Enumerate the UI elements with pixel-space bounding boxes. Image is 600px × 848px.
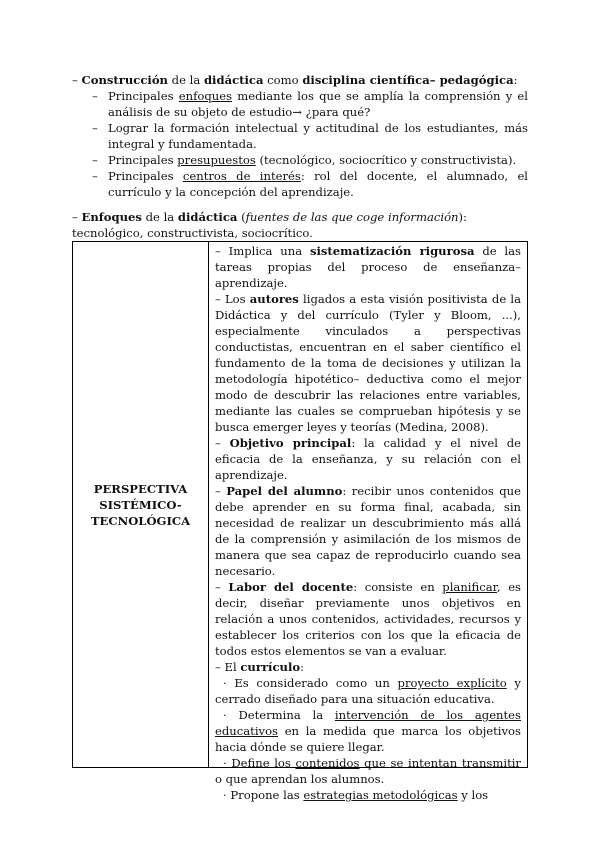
description-paragraph [215, 435, 521, 483]
list-item [72, 120, 528, 152]
list-underlined: centros de interés [182, 169, 301, 183]
description-paragraph [215, 291, 521, 435]
list-text: Principales [108, 153, 178, 167]
perspective-table [72, 241, 528, 802]
list-text: : rol del docente, el alumnado, el currículo y la concepción del aprendizaje. [108, 169, 529, 199]
enfoques-italic: fuentes de las que coge información [245, 210, 459, 224]
list-dash: – [92, 153, 98, 167]
table-row [73, 242, 528, 768]
curriculum-text: · Define los [223, 756, 296, 770]
enfoques-text-3: ): tecnológico, constructivista, sociocrítico. [72, 210, 467, 240]
paragraph-text: – El [215, 660, 241, 674]
list-item [72, 88, 528, 120]
list-item [72, 152, 528, 168]
heading-didactica: didáctica [203, 73, 264, 87]
list-text: mediante los que se amplía la comprensión y el análisis de su objeto de estudio→ ¿para qué? [108, 89, 528, 119]
description-paragraph [215, 483, 521, 579]
paragraph-text: : [300, 660, 304, 674]
perspective-label-line: TECNOLÓGICA [90, 513, 191, 528]
heading-text-3: : [513, 73, 518, 87]
paragraph-text: – Implica una [215, 244, 310, 258]
curriculum-underlined: contenidos [295, 756, 360, 770]
curriculum-text: en la medida que marca los objetivos hacia dónde se quiere llegar. [215, 724, 521, 754]
perspective-label-cell [73, 242, 209, 768]
list-item [72, 168, 528, 200]
curriculum-underlined: estrategias metodológicas [303, 788, 458, 802]
paragraph-bold: Papel del alumno [226, 484, 343, 498]
heading-text-2: como [263, 73, 303, 87]
curriculum-underlined: intervención de los agentes educativos [215, 708, 521, 738]
description-paragraph [215, 579, 521, 659]
perspective-label-line: SISTÉMICO- [99, 497, 182, 512]
paragraph-underlined: planificar [442, 580, 497, 594]
paragraph-bold: autores [249, 292, 299, 306]
enfoques-dash: – [72, 210, 82, 224]
enfoques-didactica: didáctica [177, 210, 238, 224]
paragraph-text: – Los [215, 292, 250, 306]
paragraph-text: – [215, 436, 230, 450]
curriculum-text: · Determina la [223, 708, 335, 722]
curriculum-item [215, 675, 521, 707]
paragraph-text: , es decir, diseñar previamente unos objetivos en relación a unos contenidos, actividades, recursos y establecer los criterios con los que la eficacia de todos estos elementos se van a evaluar. [215, 580, 522, 658]
curriculum-item [215, 787, 521, 803]
intro-section [72, 72, 528, 200]
heading-text-1: de la [167, 73, 204, 87]
curriculum-text: y los [457, 788, 489, 802]
paragraph-bold: currículo [240, 660, 301, 674]
curriculum-text: · Es considerado como un [223, 676, 398, 690]
list-text: Lograr la formación intelectual y actitudinal de los estudiantes, más integral y fundamentada. [108, 121, 528, 151]
intro-list [72, 88, 528, 200]
list-underlined: presupuestos [177, 153, 256, 167]
curriculum-underlined: proyecto explícito [397, 676, 507, 690]
list-text: (tecnológico, sociocrítico y constructivista). [255, 153, 517, 167]
paragraph-bold: Labor del docente [228, 580, 354, 594]
intro-heading [72, 72, 528, 88]
description-content [215, 243, 522, 802]
enfoques-bold: Enfoques [81, 210, 142, 224]
list-underlined: enfoques [178, 89, 233, 103]
enfoques-text-1: de la [141, 210, 178, 224]
list-dash: – [92, 169, 98, 183]
perspective-description-cell [209, 242, 528, 802]
curriculum-item [215, 707, 521, 755]
enfoques-text-2: ( [237, 210, 246, 224]
paragraph-text: : la calidad y el nivel de eficacia de la enseñanza, y su relación con el aprendizaje. [215, 436, 521, 482]
paragraph-text: – [215, 580, 229, 594]
heading-disciplina: disciplina científica– pedagógica [302, 73, 514, 87]
paragraph-text: : consiste en [353, 580, 443, 594]
curriculum-text: que se intentan transmitir o que aprendan los alumnos. [215, 756, 521, 786]
list-text: Principales [108, 169, 183, 183]
list-dash: – [92, 89, 98, 103]
curriculum-text: y cerrado diseñado para una situación educativa. [215, 676, 521, 706]
list-dash: – [92, 121, 98, 135]
curriculum-item [215, 755, 521, 787]
curriculum-text: · Propone las [223, 788, 304, 802]
perspective-label-line: PERSPECTIVA [93, 481, 188, 496]
enfoques-paragraph [72, 209, 528, 241]
paragraph-text: de las tareas propias del proceso de enseñanza–aprendizaje. [215, 244, 521, 290]
paragraph-bold: Objetivo principal [229, 436, 352, 450]
description-paragraph [215, 659, 521, 675]
paragraph-text: : recibir unos contenidos que debe aprender en su forma final, acabada, sin necesidad de realizar un descubrimiento más allá de la comprensión y asimilación de los mismos de manera que sea capaz de reproducirlo cuando sea necesario. [215, 484, 522, 578]
list-text: Principales [108, 89, 179, 103]
paragraph-text: ligados a esta visión positivista de la Didáctica y del currículo (Tyler y Bloom, ...), especialmente vinculados a perspectivas conductistas, encuentran en el saber científico el fundamento de la toma de decisiones y utilizan la metodología hipotético– deductiva como el mejor modo de descubrir las relaciones entre variables, mediante las cuales se comprueban hipótesis y se busca emerger leyes y teorías (Medina, 2008). [215, 292, 521, 434]
heading-construccion: Construcción [81, 73, 168, 87]
paragraph-text: – [215, 484, 227, 498]
paragraph-bold: sistematización rigurosa [309, 244, 475, 258]
heading-dash: – [72, 73, 82, 87]
description-paragraph [215, 243, 521, 291]
